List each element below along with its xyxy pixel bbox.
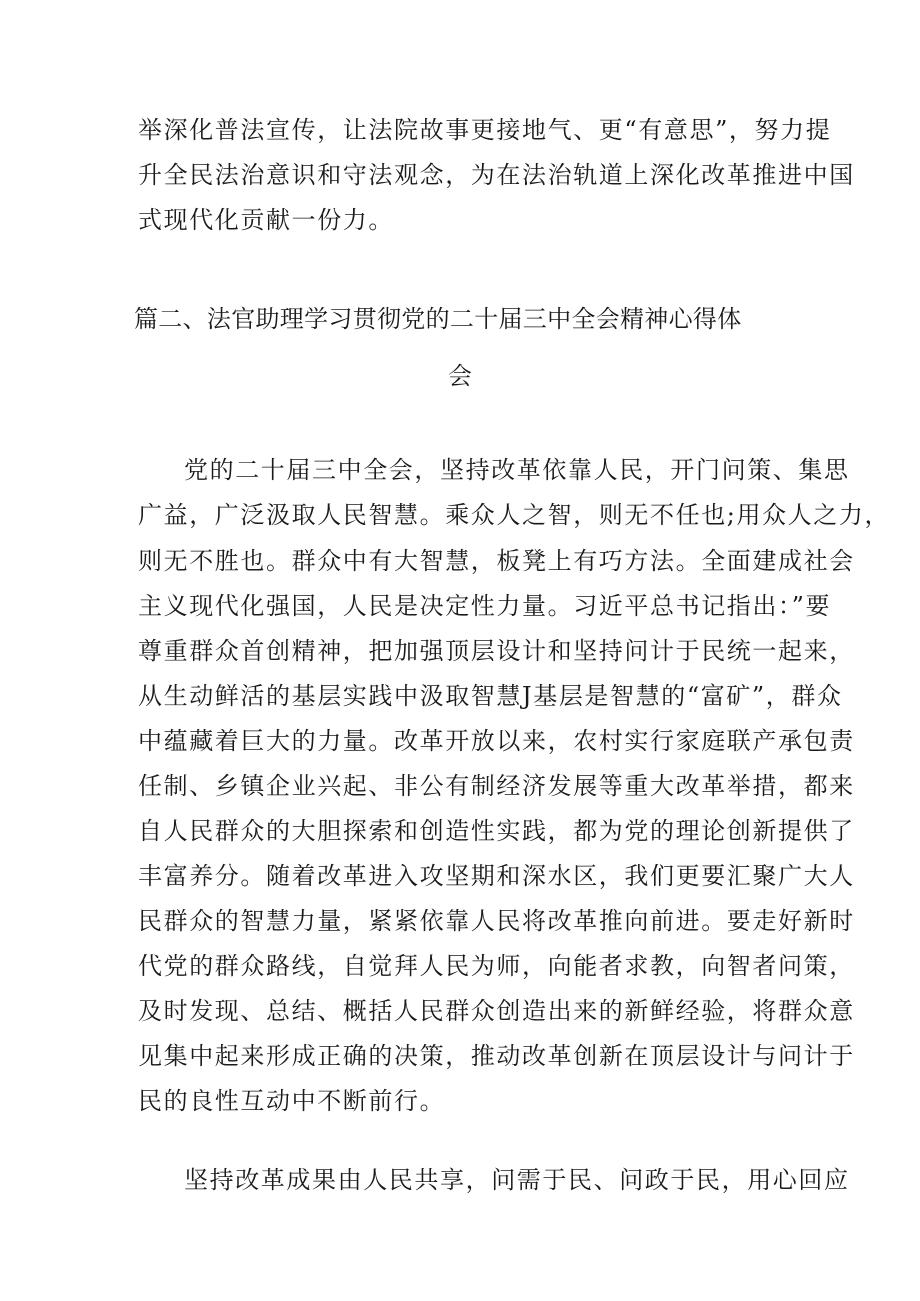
- paragraph-line: 及时发现、总结、概括人民群众创造出来的新鲜经验，将群众意: [138, 997, 855, 1025]
- paragraph-line: 丰富养分。随着改革进入攻坚期和深水区，我们更要汇聚广大人: [138, 862, 855, 890]
- paragraph-line: 主义现代化强国，人民是决定性力量。习近平总书记指出：”要: [138, 592, 832, 620]
- paragraph-line: 任制、乡镇企业兴起、非公有制经济发展等重大改革举措，都来: [138, 772, 855, 800]
- paragraph-line: 从生动鲜活的基层实践中汲取智慧J基层是智慧的“富矿”，群众: [138, 682, 843, 710]
- paragraph-line: 广益，广泛汲取人民智慧。乘众人之智，则无不任也;用众人之力，: [138, 501, 891, 529]
- paragraph-line: 自人民群众的大胆探索和创造性实践，都为党的理论创新提供了: [138, 817, 855, 845]
- paragraph-line: 式现代化贡献一份力。: [138, 206, 394, 234]
- paragraph-line: 升全民法治意识和守法观念，为在法治轨道上深化改革推进中国: [138, 161, 855, 189]
- paragraph-line: 代党的群众路线，自觉拜人民为师，向能者求教，向智者问策，: [138, 952, 855, 980]
- paragraph-line: 党的二十届三中全会，坚持改革依靠人民，开门问策、集思: [184, 456, 850, 484]
- paragraph-line: 尊重群众首创精神，把加强顶层设计和坚持问计于民统一起来，: [138, 637, 855, 665]
- paragraph-line: 举深化普法宣传，让法院故事更接地气、更“有意思”，努力提: [138, 116, 832, 144]
- paragraph-line: 中蕴藏着巨大的力量。改革开放以来，农村实行家庭联产承包责: [138, 727, 855, 755]
- paragraph-line: 见集中起来形成正确的决策，推动改革创新在顶层设计与问计于: [138, 1042, 855, 1070]
- paragraph-line: 坚持改革成果由人民共享，问需于民、问政于民，用心回应: [184, 1166, 850, 1194]
- paragraph-line: 则无不胜也。群众中有大智慧，板凳上有巧方法。全面建成社会: [138, 547, 855, 575]
- section-heading-continued: 会: [448, 362, 472, 390]
- section-heading: 篇二、法官助理学习贯彻党的二十届三中全会精神心得体: [134, 305, 742, 333]
- paragraph-line: 民群众的智慧力量，紧紧依靠人民将改革推向前进。要走好新时: [138, 907, 855, 935]
- paragraph-line: 民的良性互动中不断前行。: [138, 1087, 446, 1115]
